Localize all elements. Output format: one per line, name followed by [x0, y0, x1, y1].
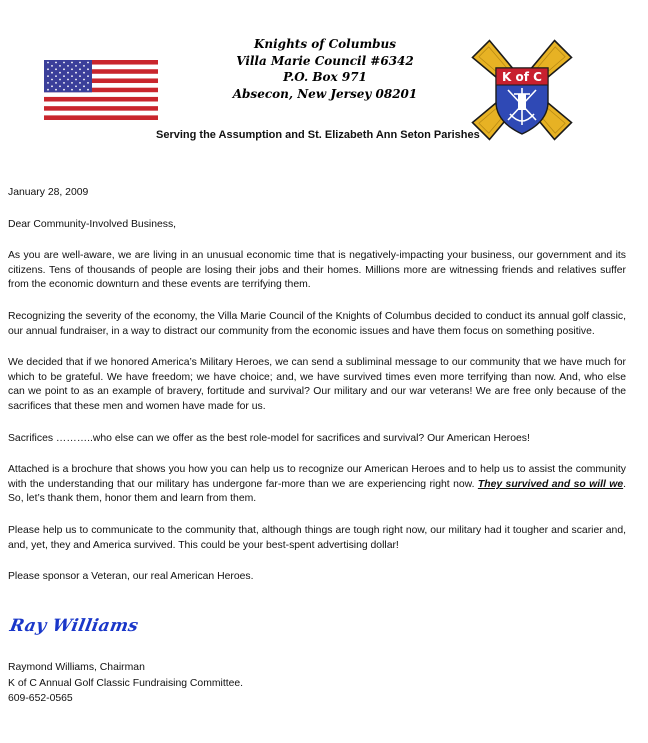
letterhead [200, 36, 450, 102]
logo-text: K of C [502, 70, 542, 84]
signer-name: Raymond Williams, Chairman [8, 662, 145, 673]
paragraph-5-end: . So, let’s thank them, honor them and learn from them. [8, 478, 627, 505]
us-flag-image [44, 60, 158, 120]
paragraph-6: Please help us to communicate to the community that, although things are tough right now, our military had it tougher and scarier and, and, yet, they and America survived. This could be your best-spent advertising dollar! [8, 524, 626, 551]
paragraph-4: Sacrifices ………..who else can we offer as the best role-model for sacrifices and survival? Our American Heroes! [8, 432, 530, 444]
signature: Ray Williams [8, 616, 140, 636]
paragraph-7: Please sponsor a Veteran, our real American Heroes. [8, 571, 254, 583]
paragraph-3: We decided that if we honored America’s Military Heroes, we can send a subliminal message to our community that we have much for which to be grateful. We have freedom; we have choice; and, we have survived times even more terrifying than now. And, who else can we point to as an example of bravery, fortitude and survival? Our military and our war veterans! We are free only because of the sacrifices that these men and women have made for us. [8, 357, 626, 412]
paragraph-5 [8, 463, 626, 507]
letter-body [8, 186, 626, 585]
city-address: Absecon, New Jersey 08201 [232, 86, 418, 101]
org-name: Knights of Columbus [253, 37, 397, 51]
council-name: Villa Marie Council #6342 [236, 53, 414, 68]
letter-date: January 28, 2009 [8, 187, 89, 198]
po-box: P.O. Box 971 [283, 70, 367, 84]
paragraph-5-start: Attached is a brochure that shows you how you can help us to recognize our American Heroes and to help us to assist the community with the understanding that our military has undergone far-more than we are experiencing right now. [8, 464, 626, 490]
closing-block [8, 660, 243, 707]
phone-number: 609-652-0565 [8, 693, 73, 704]
committee-name: K of C Annual Golf Classic Fundraising Committee. [8, 677, 244, 689]
paragraph-2: Recognizing the severity of the economy, the Villa Marie Council of the Knights of Columbus decided to conduct its annual golf classic, our annual fundraiser, in a way to distract our community from the economic issues and have them focus on something positive. [8, 310, 626, 337]
paragraph-1: As you are well-aware, we are living in an unusual economic time that is negatively-impacting your business, our government and its citizens. Tens of thousands of people are losing their jobs and their homes. Millions more are witnessing friends and relatives suffer from the economic downturn and these events are terrifying them. [8, 250, 626, 291]
paragraph-5-emphasis: They survived and so will we [477, 478, 624, 490]
kofc-emblem-logo [462, 28, 582, 152]
parishes-line: Serving the Assumption and St. Elizabeth Ann Seton Parishes [156, 129, 480, 141]
salutation: Dear Community-Involved Business, [8, 218, 177, 230]
